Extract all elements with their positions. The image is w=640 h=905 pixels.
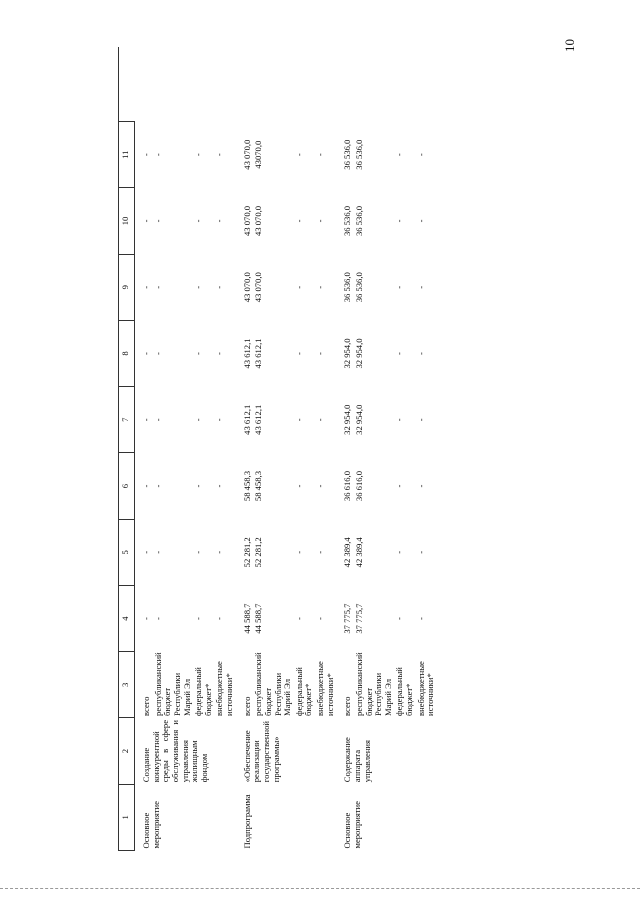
funding-source: федеральный бюджет* <box>293 667 314 716</box>
value-cell: - <box>193 153 204 157</box>
value-cell: - <box>415 550 426 554</box>
value-cell: - <box>415 352 426 355</box>
funding-source: республиканский бюджет Республики Марий Эл <box>152 652 192 716</box>
table-row <box>342 122 354 851</box>
scan-edge-line <box>0 888 640 889</box>
value-cell: 43070,0 <box>253 140 264 169</box>
value-cell: - <box>394 418 405 422</box>
header-cell: 3 <box>119 652 135 718</box>
value-cell: 36 616,0 <box>342 471 353 502</box>
value-cell: - <box>394 153 405 157</box>
value-cell: - <box>141 153 151 157</box>
header-cell: 6 <box>119 453 135 519</box>
row-name: Содержание аппарата управления <box>342 737 372 783</box>
value-cell: - <box>141 285 151 289</box>
value-cell: 42 389,4 <box>353 537 364 568</box>
value-cell: - <box>293 418 304 422</box>
value-cell: - <box>415 484 426 488</box>
value-cell: - <box>315 153 325 157</box>
value-cell: - <box>141 617 151 621</box>
value-cell: - <box>315 550 325 554</box>
value-cell: - <box>214 617 225 621</box>
value-cell: 37 775,7 <box>353 603 364 634</box>
value-cell: 44 588,7 <box>253 603 264 634</box>
value-cell: - <box>394 550 405 554</box>
value-cell: 42 389,4 <box>342 537 353 568</box>
value-cell: - <box>141 352 151 355</box>
value-cell: - <box>315 617 325 621</box>
value-cell: - <box>141 219 151 223</box>
value-cell: - <box>415 153 426 157</box>
value-cell: - <box>315 484 325 488</box>
funding-source: внебюджетные источники* <box>415 661 436 716</box>
value-cell: 43 070,0 <box>241 272 252 303</box>
value-cell: - <box>415 418 426 422</box>
value-cell: - <box>141 418 151 422</box>
value-cell: 43 070,0 <box>253 205 264 237</box>
value-cell: - <box>141 484 151 488</box>
value-cell: - <box>193 285 204 289</box>
funding-source: внебюджетные источники* <box>214 661 234 716</box>
row-name: «Обеспечение реализации государственной программы» <box>241 720 281 783</box>
value-cell: - <box>293 352 304 355</box>
value-cell: 43 612,1 <box>241 404 252 435</box>
value-cell: - <box>394 352 405 355</box>
value-cell: - <box>394 219 405 223</box>
header-cell: 2 <box>119 718 135 784</box>
value-cell: 52 281,2 <box>253 537 264 568</box>
value-cell: - <box>214 484 225 488</box>
funding-source: федеральный бюджет* <box>394 667 414 716</box>
header-cell: 5 <box>119 519 135 585</box>
value-cell: 52 281,2 <box>241 537 252 568</box>
value-cell: - <box>214 550 225 554</box>
rotated-table-wrapper <box>118 121 610 851</box>
row-type: Основное мероприятие <box>141 801 161 849</box>
value-cell: - <box>315 285 325 289</box>
value-cell: - <box>293 617 304 621</box>
value-cell: 58 458,3 <box>253 471 264 502</box>
value-cell: - <box>315 219 325 223</box>
header-row <box>119 122 135 851</box>
header-cell: 10 <box>119 188 135 254</box>
value-cell: 32 954,0 <box>353 338 364 369</box>
value-cell: - <box>293 219 304 223</box>
value-cell: - <box>152 153 163 157</box>
funding-source: федеральный бюджет* <box>193 667 213 716</box>
value-cell: - <box>293 285 304 289</box>
value-cell: - <box>315 418 325 422</box>
value-cell: - <box>193 418 204 422</box>
value-cell: - <box>394 617 405 621</box>
value-cell: - <box>193 550 204 554</box>
value-cell: - <box>315 352 325 355</box>
table-body <box>135 122 437 851</box>
value-cell: - <box>293 484 304 488</box>
header-cell: 1 <box>119 784 135 850</box>
header-cell: 9 <box>119 254 135 320</box>
table-row <box>242 122 254 851</box>
value-cell: - <box>293 550 304 554</box>
value-cell: - <box>214 418 225 422</box>
value-cell: 44 588,7 <box>241 603 252 634</box>
value-cell: - <box>152 219 163 223</box>
value-cell: 37 775,7 <box>342 603 353 634</box>
value-cell: - <box>193 352 204 355</box>
value-cell: 58 458,3 <box>241 471 252 502</box>
value-cell: 36 536,0 <box>353 139 364 170</box>
value-cell: 36 616,0 <box>353 471 364 502</box>
value-cell: 36 536,0 <box>342 272 353 303</box>
value-cell: - <box>152 418 163 422</box>
value-cell: - <box>193 219 204 223</box>
funding-source: внебюджетные источники* <box>315 661 335 716</box>
funding-source: республиканский бюджет Республики Марий Эл <box>353 652 393 716</box>
value-cell: 36 536,0 <box>342 139 353 170</box>
header-cell: 7 <box>119 387 135 453</box>
funding-source: всего <box>241 696 252 716</box>
value-cell: - <box>214 219 225 223</box>
funding-source: всего <box>342 696 353 716</box>
value-cell: - <box>394 285 405 289</box>
value-cell: 43 070,0 <box>241 205 252 237</box>
row-name: Создание конкурентной среды в сфере обслуживания и управления жилищным фондом <box>141 719 209 783</box>
value-cell: - <box>293 153 304 157</box>
value-cell: 32 954,0 <box>342 338 353 369</box>
header-cell: 8 <box>119 320 135 386</box>
value-cell: - <box>214 285 225 289</box>
value-cell: 43 612,1 <box>253 404 264 435</box>
value-cell: - <box>193 617 204 621</box>
value-cell: - <box>193 484 204 488</box>
value-cell: - <box>152 617 163 621</box>
row-type: Подпрограмма <box>241 794 252 849</box>
table-row <box>141 122 153 851</box>
value-cell: - <box>141 550 151 554</box>
value-cell: 43 612,1 <box>253 338 264 369</box>
value-cell: 36 536,0 <box>353 205 364 237</box>
page-number: 10 <box>562 39 577 52</box>
funding-source: всего <box>141 696 151 716</box>
value-cell: 43 070,0 <box>253 272 264 303</box>
budget-table <box>118 121 437 851</box>
funding-source: республиканский бюджет Республики Марий Эл <box>253 652 293 716</box>
value-cell: - <box>152 484 163 488</box>
value-cell: 36 536,0 <box>353 272 364 303</box>
row-type: Основное мероприятие <box>342 801 362 849</box>
value-cell: - <box>152 550 163 554</box>
value-cell: - <box>394 484 405 488</box>
value-cell: - <box>415 285 426 289</box>
value-cell: 36 536,0 <box>342 205 353 237</box>
header-cell: 11 <box>119 122 135 188</box>
value-cell: 32 954,0 <box>353 404 364 435</box>
value-cell: - <box>214 352 225 355</box>
value-cell: - <box>152 285 163 289</box>
value-cell: - <box>152 352 163 355</box>
value-cell: - <box>214 153 225 157</box>
value-cell: 43 612,1 <box>241 338 252 369</box>
value-cell: 32 954,0 <box>342 404 353 435</box>
value-cell: - <box>415 617 426 621</box>
value-cell: - <box>415 219 426 223</box>
header-cell: 4 <box>119 585 135 651</box>
value-cell: 43 070,0 <box>241 139 252 170</box>
